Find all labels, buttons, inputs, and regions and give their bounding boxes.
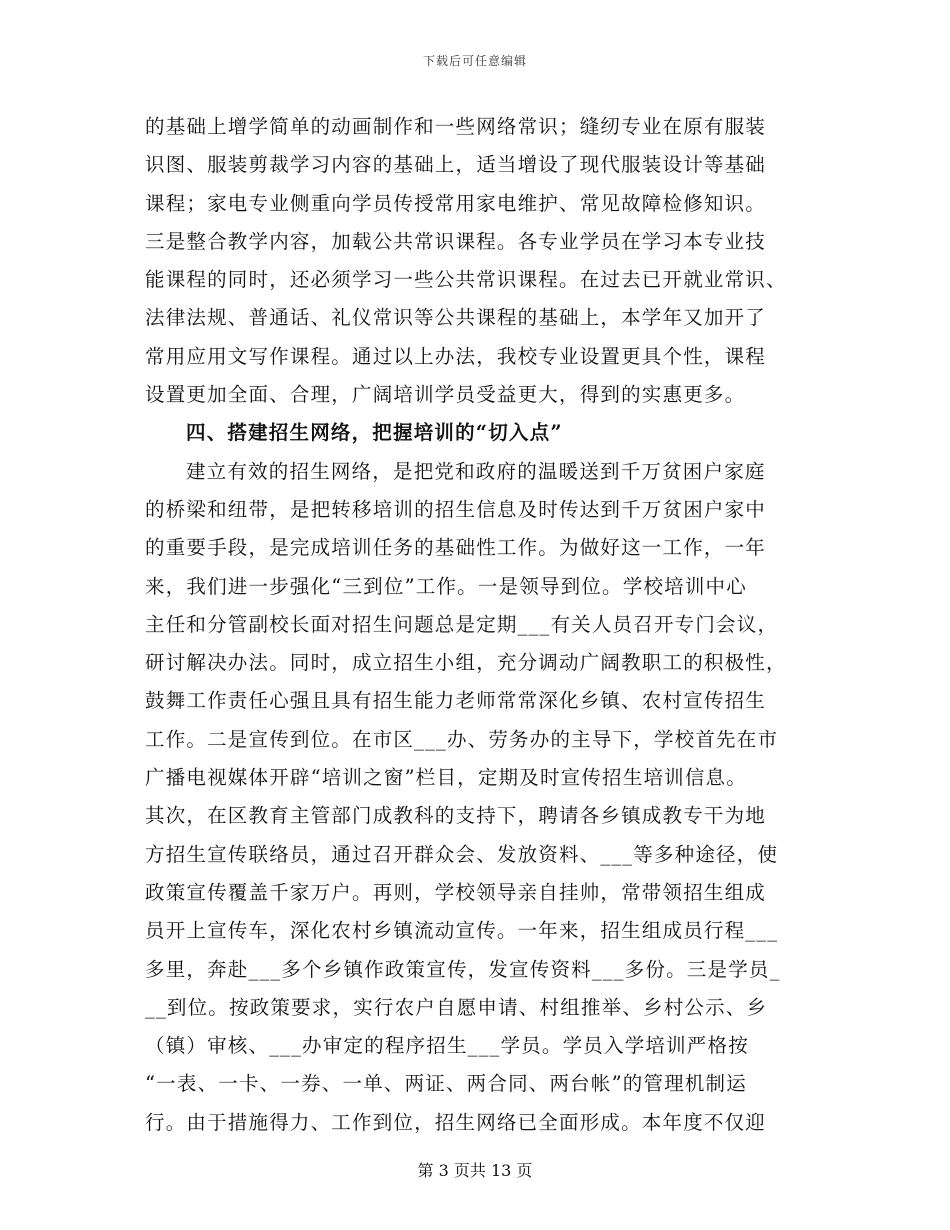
text-line: 来，我们进一步强化“三到位”工作。一是领导到位。学校培训中心 — [145, 574, 747, 598]
text-line: “一表、一卡、一券、一单、两证、两合同、两台帐”的管理机制运 — [145, 1072, 747, 1096]
text-line: __到位。按政策要求，实行农户自愿申请、村组推举、乡村公示、乡 — [145, 995, 768, 1019]
text-line: 鼓舞工作责任心强且具有招生能力老师常常深化乡镇、农村宣传招生 — [145, 689, 767, 713]
text-line: 的重要手段，是完成培训任务的基础性工作。为做好这一工作，一年 — [145, 536, 767, 560]
text-line: 常用应用文写作课程。通过以上办法，我校专业设置更具个性，课程 — [145, 344, 767, 368]
text-line: 能课程的同时，还必须学习一些公共常识课程。在过去已开就业常识、 — [145, 268, 787, 292]
text-line: 识图、服装剪裁学习内容的基础上，适当增设了现代服装设计等基础 — [145, 153, 767, 177]
text-line: 员开上宣传车，深化农村乡镇流动宣传。一年来，招生组成员行程___ — [145, 919, 779, 943]
page-number: 第 3 页共 13 页 — [417, 1161, 533, 1180]
text-line: 的桥梁和纽带，是把转移培训的招生信息及时传达到千万贫困户家中 — [145, 497, 767, 521]
text-line: 设置更加全面、合理，广阔培训学员受益更大，得到的实惠更多。 — [145, 383, 746, 407]
text-line: 主任和分管副校长面对招生问题总是定期___有关人员召开专门会议， — [145, 612, 779, 636]
text-line: 其次，在区教育主管部门成教科的支持下，聘请各乡镇成教专干为地 — [145, 804, 767, 828]
text-line: 政策宣传覆盖千家万户。再则，学校领导亲自挂帅，常带领招生组成 — [145, 880, 767, 904]
text-line: 行。由于措施得力、工作到位，招生网络已全面形成。本年度不仅迎 — [145, 1110, 767, 1134]
text-line: 法律法规、普通话、礼仪常识等公共课程的基础上，本学年又加开了 — [145, 306, 767, 330]
text-line: 三是整合教学内容，加载公共常识课程。各专业学员在学习本专业技 — [145, 229, 767, 253]
paragraph-first-line: 建立有效的招生网络，是把党和政府的温暖送到千万贫困户家庭 — [186, 459, 766, 483]
text-line: 课程；家电专业侧重向学员传授常用家电维护、常见故障检修知识。 — [145, 191, 767, 215]
text-line: 研讨解决办法。同时，成立招生小组，充分调动广阔教职工的积极性， — [145, 651, 787, 675]
text-line: 工作。二是宣传到位。在市区___办、劳务办的主导下，学校首先在市 — [145, 727, 779, 751]
header-note: 下载后可任意编辑 — [422, 54, 527, 68]
text-line: （镇）审核、___办审定的程序招生___学员。学员入学培训严格按 — [145, 1034, 749, 1058]
text-line: 广播电视媒体开辟“培训之窗”栏目，定期及时宣传招生培训信息。 — [145, 766, 747, 790]
text-line: 方招生宣传联络员，通过召开群众会、发放资料、___等多种途径，使 — [145, 842, 779, 866]
text-line: 的基础上增学简单的动画制作和一些网络常识；缝纫专业在原有服装 — [145, 115, 767, 138]
text-line: 多里，奔赴___多个乡镇作政策宣传，发宣传资料___多份。三是学员_ — [145, 957, 781, 981]
section-heading: 四、搭建招生网络，把握培训的“切入点” — [186, 421, 563, 445]
document-body — [145, 108, 805, 1142]
